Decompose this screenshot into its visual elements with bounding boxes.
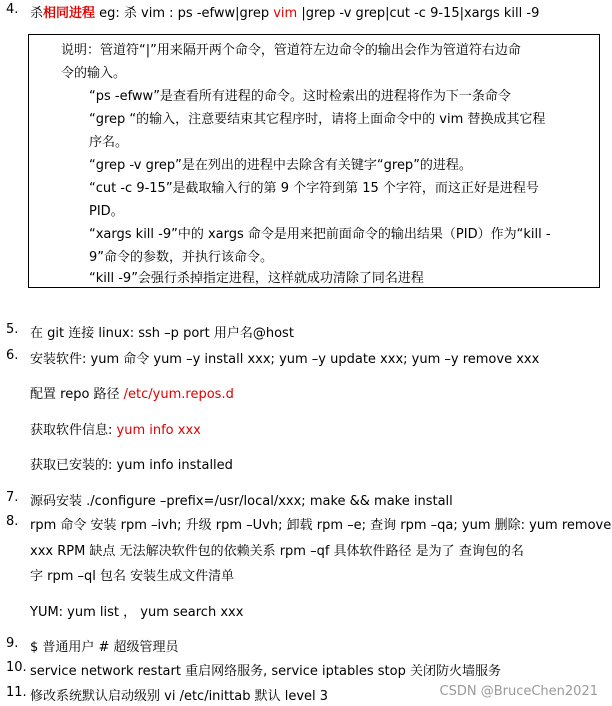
installed-paragraph: 获取已安装的: yum info installed [30, 458, 233, 473]
item-text: $ 普通用户 # 超级管理员 [30, 640, 179, 655]
list-number: 9. [6, 636, 19, 651]
box-line: “grep “的输入，注意要结束其它程序时，请将上面命令中的 vim 替换成其它程 [89, 112, 546, 127]
item-text-line: 字 rpm –ql 包名 安装生成文件清单 [30, 569, 235, 584]
box-line: 令的输入。 [61, 66, 127, 81]
list-number: 10. [6, 660, 27, 675]
explanation-box [28, 34, 600, 288]
item-text: 安装软件: yum 命令 yum –y install xxx; yum –y update xxx; yum –y remove xxx [30, 352, 540, 367]
box-line: “cut -c 9-15”是截取输入行的第 9 个字符到第 15 个字符，而这正好是进程号 [89, 181, 539, 196]
item-text: 杀相同进程 eg: 杀 vim : ps -efww|grep vim |grep -v grep|cut -c 9-15|xargs kill -9 [30, 6, 540, 21]
item-text-line: xxx RPM 缺点 无法解决软件包的依赖关系 rpm –qf 具体软件路径 是为了 查询包的名 [30, 544, 524, 559]
list-item-11 [0, 685, 440, 703]
item-text-line: rpm 命令 安装 rpm –ivh; 升级 rpm –Uvh; 卸载 rpm –e; 查询 rpm –qa; yum 删除: yum remove [30, 518, 612, 533]
box-line: 9”命令的参数，并执行该命令。 [89, 250, 274, 265]
list-item-5 [0, 322, 612, 340]
list-item-9 [0, 636, 612, 654]
list-number: 8. [6, 514, 19, 529]
list-item-8 [0, 514, 612, 584]
box-line: “xargs kill -9”中的 xargs 命令是用来把前面命令的输出结果（PID）作为“kill - [89, 227, 551, 242]
list-number: 7. [6, 490, 19, 505]
box-line: PID。 [89, 204, 124, 219]
list-item-6 [0, 348, 612, 366]
list-number: 5. [6, 322, 19, 337]
repo-path: /etc/yum.repos.d [123, 387, 234, 402]
item-text: service network restart 重启网络服务, service iptables stop 关闭防火墙服务 [30, 664, 501, 679]
list-number: 6. [6, 348, 19, 363]
box-line: “grep -v grep”是在列出的进程中去除含有关键字“grep”的进程。 [89, 158, 472, 173]
box-line: 说明：管道符“|”用来隔开两个命令，管道符左边命令的输出会作为管道符右边命 [61, 43, 521, 58]
list-item-10 [0, 660, 612, 678]
box-line: “ps -efww”是查看所有进程的命令。这时检索出的进程将作为下一条命令 [89, 89, 511, 104]
list-number: 4. [6, 2, 19, 17]
list-number: 11. [6, 685, 27, 700]
yum-paragraph: YUM: yum list ， yum search xxx [30, 605, 244, 620]
item-text: 源码安装 ./configure –prefix=/usr/local/xxx; make && make install [30, 494, 453, 509]
box-line: “kill -9”会强行杀掉指定进程，这样就成功清除了同名进程 [89, 271, 424, 286]
watermark: CSDN @BruceChen2021 [439, 684, 598, 699]
list-item-4 [0, 2, 612, 20]
list-item-7 [0, 490, 612, 508]
highlight-text: 相同进程 [43, 6, 96, 21]
vim-highlight: vim [273, 6, 298, 21]
info-paragraph: 获取软件信息: yum info xxx [30, 423, 201, 438]
box-line: 序名。 [89, 135, 129, 150]
item-text: 在 git 连接 linux: ssh –p port 用户名@host [30, 326, 294, 341]
item-text: 修改系统默认启动级别 vi /etc/inittab 默认 level 3 [30, 689, 329, 704]
info-command: yum info xxx [116, 423, 201, 438]
repo-path-paragraph: 配置 repo 路径 /etc/yum.repos.d [30, 387, 234, 402]
